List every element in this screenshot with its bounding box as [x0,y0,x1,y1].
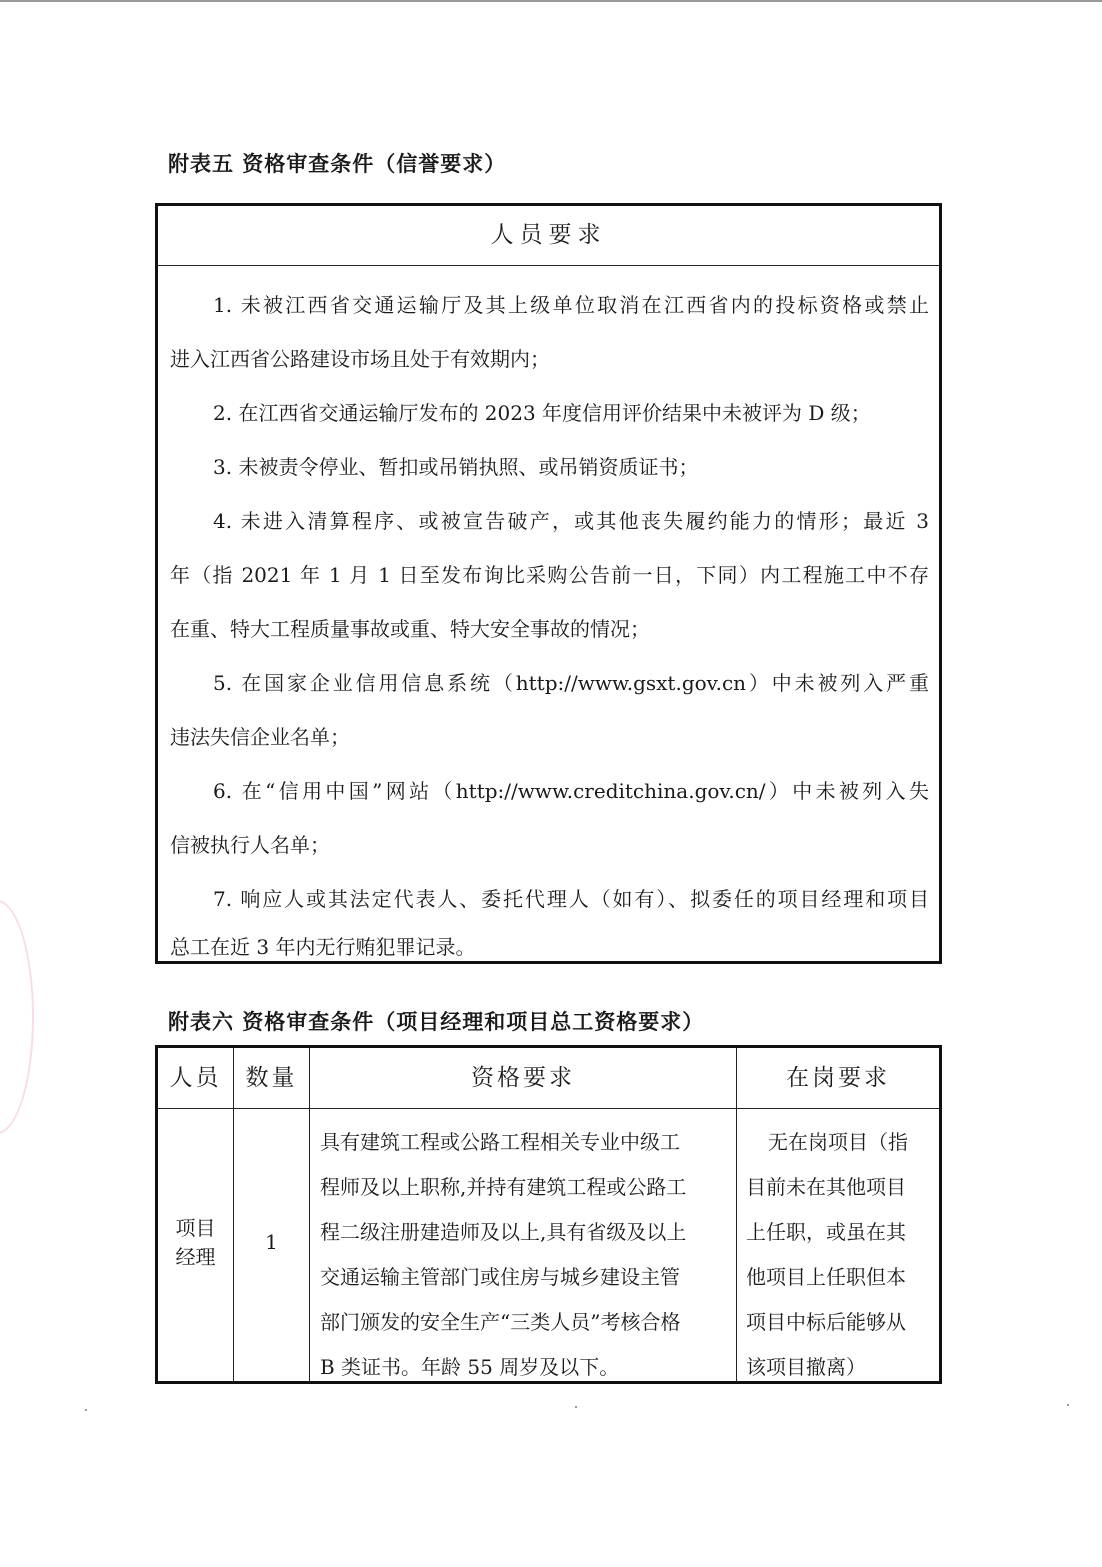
seal-stamp-fragment [0,900,34,1134]
section5-title: 附表五 资格审查条件（信誉要求） [168,152,507,176]
manager-qualification-table [155,1045,942,1384]
qualification-line: B 类证书。年龄 55 周岁及以下。 [320,1355,620,1379]
table5-header: 人员要求 [158,206,939,266]
qualification-line: 具有建筑工程或公路工程相关专业中级工 [320,1130,680,1154]
qualification-cell [320,1108,730,1381]
scan-speck [85,1409,87,1411]
header-onsite: 在岗要求 [786,1065,890,1091]
onsite-cell [746,1108,936,1381]
scan-speck [575,1406,577,1408]
requirement-line: 3. 未被责令停业、暂扣或吊销执照、或吊销资质证书； [213,455,699,479]
person-line: 项目 [175,1216,216,1240]
section6-title: 附表六 资格审查条件（项目经理和项目总工资格要求） [168,1010,705,1034]
qualification-line: 程师及以上职称,并持有建筑工程或公路工 [320,1175,687,1199]
onsite-line: 目前未在其他项目 [746,1175,906,1199]
credit-requirements-table [155,203,942,964]
header-count: 数量 [245,1065,298,1091]
onsite-line: 上任职，或虽在其 [746,1220,906,1244]
requirement-line: 2. 在江西省交通运输厅发布的 2023 年度信用评价结果中未被评为 D 级； [213,401,871,425]
qualification-line: 程二级注册建造师及以上,具有省级及以上 [320,1220,687,1244]
onsite-line: 他项目上任职但本 [746,1265,906,1289]
requirement-line: 年（指 2021 年 1 月 1 日至发布询比采购公告前一日，下同）内工程施工中不存 [170,563,929,587]
onsite-line: 无在岗项目（指 [768,1130,908,1154]
scan-top-edge [0,0,1102,2]
requirement-line: 4. 未进入清算程序、或被宣告破产，或其他丧失履约能力的情形；最近 3 [213,509,929,533]
requirement-line: 5. 在国家企业信用信息系统（http://www.gsxt.gov.cn）中未被列入严重 [213,671,929,695]
count-cell: 1 [265,1230,278,1254]
header-qualification: 资格要求 [471,1065,575,1091]
requirement-line: 违法失信企业名单； [170,725,350,749]
requirement-line: 7. 响应人或其法定代表人、委托代理人（如有）、拟委任的项目经理和项目 [213,887,929,911]
onsite-line: 该项目撤离） [746,1355,866,1379]
requirement-line: 总工在近 3 年内无行贿犯罪记录。 [170,935,476,959]
header-person: 人员 [169,1065,222,1091]
qualification-line: 部门颁发的安全生产“三类人员”考核合格 [320,1310,681,1334]
requirement-line: 6. 在“信用中国”网站（http://www.creditchina.gov.cn/）中未被列入失 [213,779,929,803]
requirement-line: 1. 未被江西省交通运输厅及其上级单位取消在江西省内的投标资格或禁止 [213,293,929,317]
requirement-line: 进入江西省公路建设市场且处于有效期内； [170,347,550,371]
person-line: 经理 [175,1245,216,1269]
person-cell [158,1212,233,1270]
requirement-line: 信被执行人名单； [170,833,330,857]
scan-speck [1067,1404,1069,1406]
qualification-line: 交通运输主管部门或住房与城乡建设主管 [320,1265,680,1289]
requirement-line: 在重、特大工程质量事故或重、特大安全事故的情况； [170,617,650,641]
onsite-line: 项目中标后能够从 [746,1310,906,1334]
